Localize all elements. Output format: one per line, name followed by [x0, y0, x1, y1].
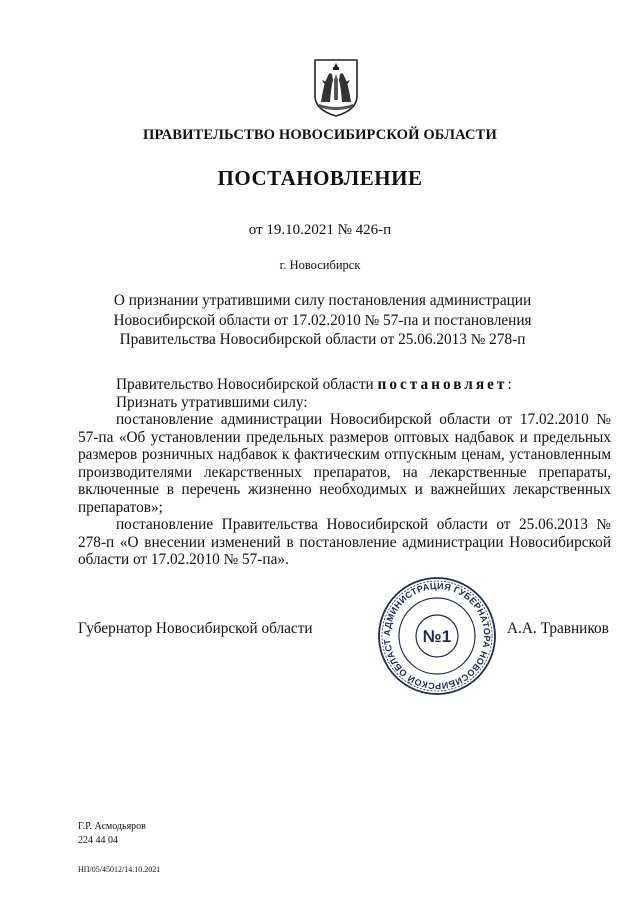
document-city: г. Новосибирск	[279, 258, 361, 272]
recognize-clause: Признать утратившими силу:	[116, 394, 308, 411]
document-date-number: от 19.10.2021 № 426-п	[248, 222, 392, 238]
coat-of-arms-emblem	[313, 58, 359, 118]
intro-prefix: Правительство Новосибирской области	[116, 376, 378, 393]
seal-number: №1	[422, 627, 452, 646]
executor-name: Г.Р. Асмодьяров	[78, 821, 146, 832]
executor-phone: 224 44 04	[78, 835, 118, 846]
government-title: ПРАВИТЕЛЬСТВО НОВОСИБИРСКОЙ ОБЛАСТИ	[143, 127, 497, 143]
seal-outer-text: АДМИНИСТРАЦИЯ ГУБЕРНАТОРА НОВОСИБИРСКОЙ ОБЛАСТ	[381, 580, 493, 692]
intro-suffix: :	[507, 376, 512, 393]
document-type-title: ПОСТАНОВЛЕНИЕ	[217, 166, 423, 190]
signatory-position: Губернатор Новосибирской области	[78, 620, 313, 637]
resolution-intro	[78, 376, 611, 394]
coat-of-arms-icon	[313, 58, 359, 118]
intro-resolves-word: постановляет	[377, 376, 508, 393]
repealed-item-1: постановление администрации Новосибирской области от 17.02.2010 № 57-па «Об установлении предельных размеров оптовых надбавок и предельных размеров розничных надбавок к фактическим отпускным ценам, установленным производителями лекарственных препаратов, на лекарственные препараты, включенные в перечень жизненно необходимых и важнейших лекарственных препаратов»;	[78, 411, 611, 516]
document-subject: О признании утратившими силу постановления администрации Новосибирской области от 17.02.2010 № 57-па и постановления Правительства Новосибирской области от 25.06.2013 № 278-п	[113, 292, 532, 348]
official-seal-stamp	[376, 575, 498, 697]
seal-icon	[376, 575, 498, 697]
signatory-name: А.А. Травников	[507, 620, 609, 637]
repealed-item-2: постановление Правительства Новосибирской области от 25.06.2013 № 278-п «О внесении изменений в постановление администрации Новосибирской области от 17.02.2010 № 57-па».	[78, 516, 611, 568]
registration-number: НП/05/45012/14.10.2021	[78, 865, 161, 874]
